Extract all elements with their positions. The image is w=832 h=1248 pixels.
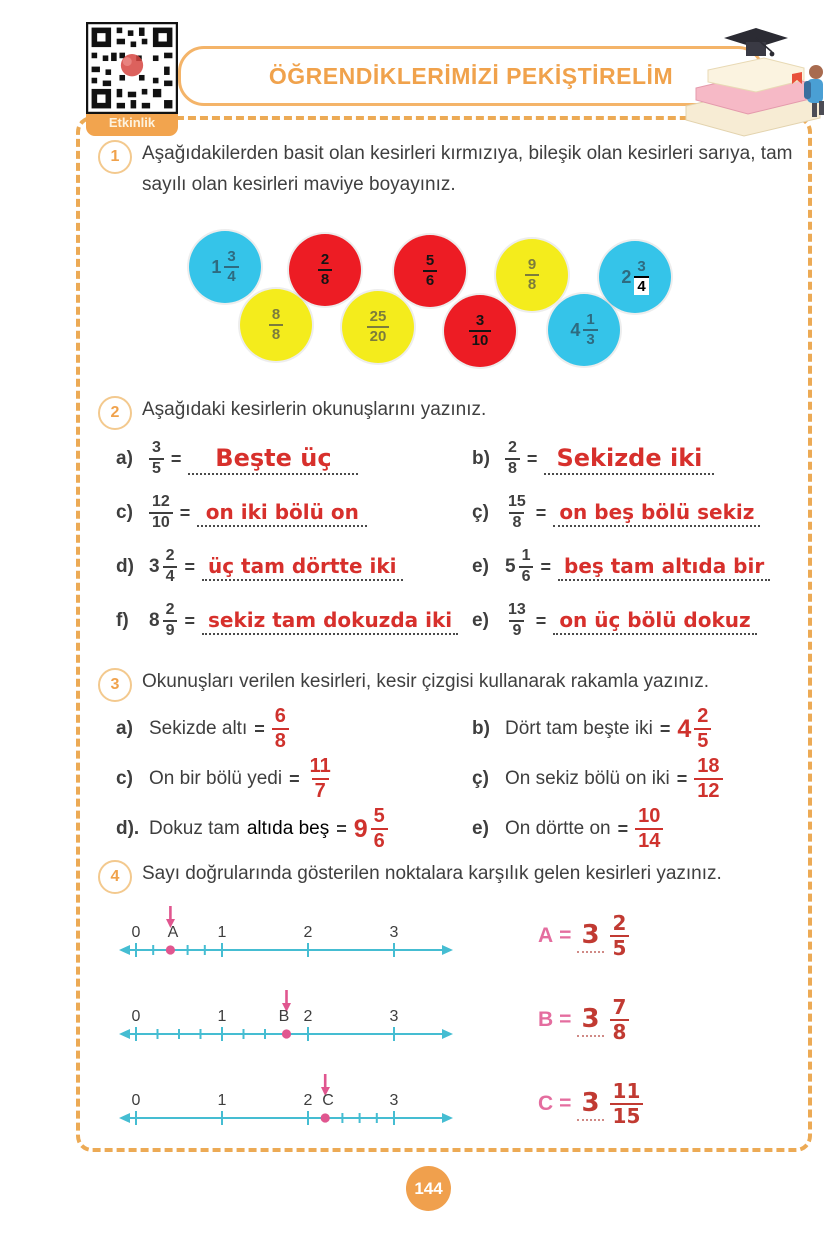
typed-overlay-text: altıda beş — [246, 818, 330, 839]
exercise4-instruction: Sayı doğrularında gösterilen noktalara karşılık gelen kesirleri yazınız. — [142, 863, 722, 884]
books-stairs-illustration — [668, 18, 832, 138]
ex2-item-e2: e) $\frac{13}{9}$ = on üç bölü dokuz — [472, 594, 792, 648]
exercise3-instruction: Okunuşları verilen kesirleri, kesir çizgisi kullanarak rakamla yazınız. — [142, 671, 710, 692]
fraction-circle-2-3-4[interactable]: 2 $\frac{3}{4}$ — [599, 241, 671, 313]
fraction-circle-2-8[interactable]: $\frac{2}{8}$ — [289, 234, 361, 306]
answer-line[interactable]: on beş bölü sekiz — [553, 500, 760, 527]
qr-block — [86, 22, 178, 136]
tick-label-1: 1 — [217, 1008, 227, 1025]
fraction-circle-3-10[interactable]: $\frac{3}{10}$ — [444, 295, 516, 367]
number-line-B — [116, 982, 456, 1058]
answer-line[interactable]: on üç bölü dokuz — [553, 608, 756, 635]
page-title: ÖĞRENDİKLERİMİZİ PEKİŞTİRELİM — [268, 62, 674, 89]
activity-badge: Etkinlik — [86, 110, 178, 136]
answer-fraction[interactable]: $\frac{6}{8}$ — [272, 706, 289, 752]
ex2-item-c: c) $\frac{12}{10}$ = on iki bölü on — [116, 486, 472, 540]
answer-fraction[interactable]: $\frac{10}{14}$ — [635, 806, 663, 852]
ex2-item-d: d) 3 $\frac{2}{4}$ = üç tam dörtte iki — [116, 540, 472, 594]
answer-line[interactable]: sekiz tam dokuzda iki — [202, 608, 458, 635]
tick-label-3: 3 — [389, 1008, 399, 1025]
ex3-item-c: c) On bir bölü yedi = $\frac{11}{7}$ — [116, 754, 472, 804]
answer-line[interactable]: beş tam altıda bir — [558, 554, 770, 581]
exercise2-instruction: Aşağıdaki kesirlerin okunuşlarını yazınız. — [142, 399, 487, 420]
number-lines — [116, 898, 643, 1150]
answer-B[interactable]: B = 3 $\frac{7}{8}$ — [538, 997, 629, 1043]
number-line-A — [116, 898, 456, 974]
ex2-item-a: a) $\frac{3}{5}$ = Beşte üç — [116, 432, 472, 486]
fraction-circle-1-3-4[interactable]: 1 $\frac{3}{4}$ — [189, 231, 261, 303]
tick-label-2: 2 — [303, 1008, 313, 1025]
tick-label-3: 3 — [389, 1092, 399, 1109]
fraction-circle-5-6[interactable]: $\frac{5}{6}$ — [394, 235, 466, 307]
exercise3-items — [116, 704, 792, 854]
fraction-circle-4-1-3[interactable]: 4 $\frac{1}{3}$ — [548, 294, 620, 366]
ex3-item-d: d). Dokuz tam altıda beş = 9 $\frac{5}{6}$ — [116, 804, 472, 854]
exercise3-number: 3 — [98, 668, 132, 702]
tick-label-1: 1 — [217, 924, 227, 941]
exercise2-items — [116, 432, 792, 648]
fraction-circle-8-8[interactable]: $\frac{8}{8}$ — [240, 289, 312, 361]
answer-line[interactable]: on iki bölü on — [197, 500, 367, 527]
answer-fraction[interactable]: 4 $\frac{2}{5}$ — [677, 706, 711, 752]
tick-label-1: 1 — [217, 1092, 227, 1109]
page-number-badge — [406, 1166, 451, 1211]
answer-line[interactable]: Beşte üç — [188, 444, 358, 475]
fraction-circles — [188, 230, 728, 382]
ex2-item-e: e) 5 $\frac{1}{6}$ = beş tam altıda bir — [472, 540, 792, 594]
tick-label-0: 0 — [131, 1008, 141, 1025]
number-line-C — [116, 1066, 456, 1142]
answer-line[interactable]: Sekizde iki — [544, 444, 714, 475]
tick-label-2: 2 — [303, 924, 313, 941]
number-line-row-C — [116, 1066, 643, 1142]
exercise4-number: 4 — [98, 860, 132, 894]
ex3-item-c2: ç) On sekiz bölü on iki = $\frac{18}{12}$ — [472, 754, 792, 804]
answer-A[interactable]: A = 3 $\frac{2}{5}$ — [538, 913, 629, 959]
tick-label-0: 0 — [131, 924, 141, 941]
point-label-B: B — [278, 1008, 290, 1025]
qr-code-icon — [86, 22, 178, 114]
exercise1-number: 1 — [98, 140, 132, 174]
number-line-row-A — [116, 898, 643, 974]
answer-fraction[interactable]: $\frac{18}{12}$ — [694, 756, 722, 802]
ex3-item-a: a) Sekizde altı = $\frac{6}{8}$ — [116, 704, 472, 754]
ex2-item-f: f) 8 $\frac{2}{9}$ = sekiz tam dokuzda iki — [116, 594, 472, 648]
point-label-A: A — [167, 924, 179, 941]
answer-line[interactable]: üç tam dörtte iki — [202, 554, 403, 581]
tick-label-2: 2 — [303, 1092, 313, 1109]
ex3-item-b: b) Dört tam beşte iki = 4 $\frac{2}{5}$ — [472, 704, 792, 754]
answer-fraction[interactable]: $\frac{11}{7}$ — [309, 755, 331, 802]
answer-fraction[interactable]: 9 $\frac{5}{6}$ — [354, 806, 388, 852]
tick-label-0: 0 — [131, 1092, 141, 1109]
number-line-row-B — [116, 982, 643, 1058]
ex2-item-b: b) $\frac{2}{8}$ = Sekizde iki — [472, 432, 792, 486]
point-label-C: C — [322, 1092, 334, 1109]
ex2-item-c2: ç) $\frac{15}{8}$ = on beş bölü sekiz — [472, 486, 792, 540]
tick-label-3: 3 — [389, 924, 399, 941]
fraction-circle-25-20[interactable]: $\frac{25}{20}$ — [342, 291, 414, 363]
page-number: 144 — [414, 1178, 443, 1198]
exercise2-number: 2 — [98, 396, 132, 430]
fraction-circle-9-8[interactable]: $\frac{9}{8}$ — [496, 239, 568, 311]
exercise1-instruction: Aşağıdakilerden basit olan kesirleri kırmızıya, bileşik olan kesirleri sarıya, tam sayılı olan kesirleri maviye boyayınız. — [142, 143, 793, 196]
answer-C[interactable]: C = 3 $\frac{11}{15}$ — [538, 1081, 643, 1127]
ex3-item-e: e) On dörtte on = $\frac{10}{14}$ — [472, 804, 792, 854]
